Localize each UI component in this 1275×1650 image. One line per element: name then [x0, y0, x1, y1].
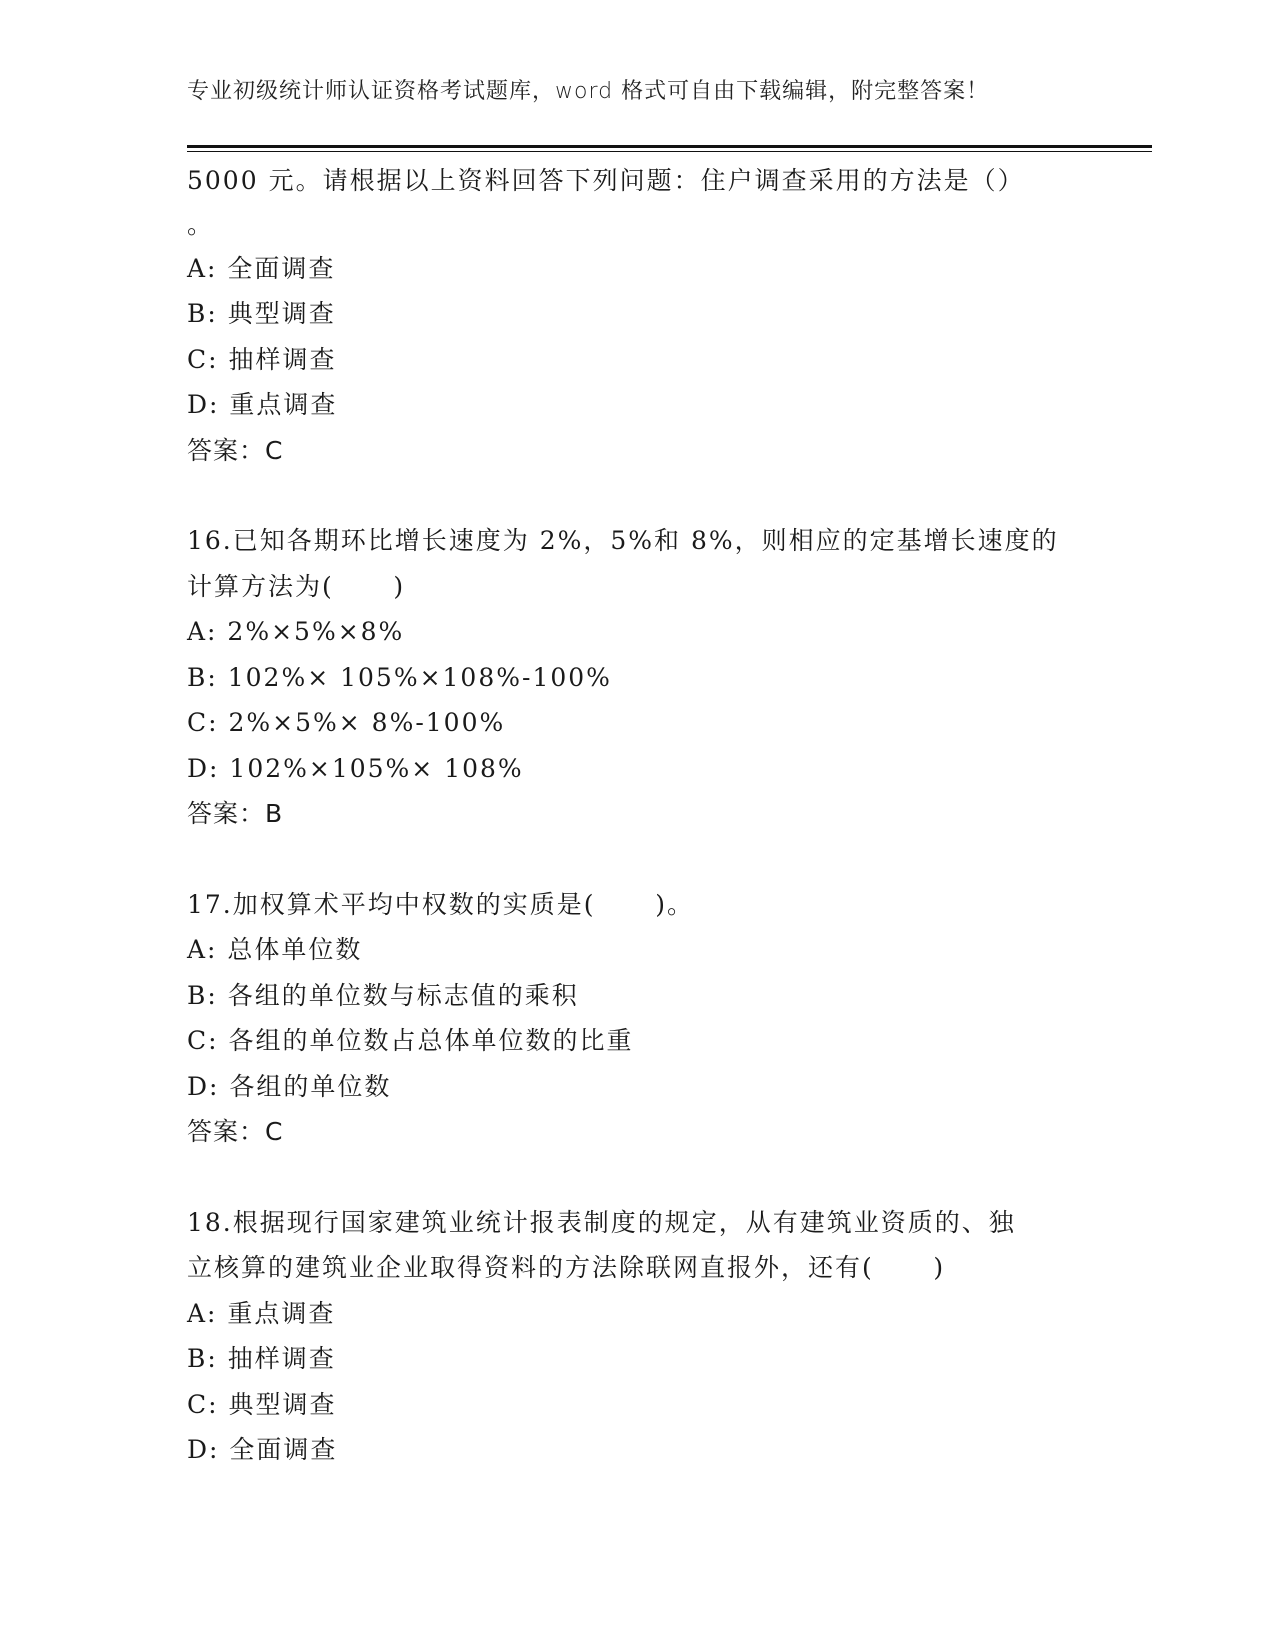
option-b: B: 抽样调查: [187, 1344, 336, 1373]
answer: 答案：C: [187, 435, 284, 465]
header-rule: [187, 145, 1152, 148]
question-text: 5000 元。请根据以上资料回答下列问题：住户调查采用的方法是（）: [187, 166, 1025, 195]
question-text: 18.根据现行国家建筑业统计报表制度的规定，从有建筑业资质的、独: [187, 1207, 1016, 1237]
option-c: C: 各组的单位数占总体单位数的比重: [187, 1026, 634, 1055]
option-b: B: 各组的单位数与标志值的乘积: [187, 980, 579, 1010]
option-c: C: 2%×5%× 8%-100%: [187, 708, 506, 737]
option-a: A: 2%×5%×8%: [187, 617, 405, 646]
question-text: 立核算的建筑业企业取得资料的方法除联网直报外，还有( ): [187, 1253, 946, 1282]
option-c: C: 抽样调查: [187, 344, 337, 374]
option-c: C: 典型调查: [187, 1389, 337, 1419]
option-b: B: 102%× 105%×108%-100%: [187, 662, 612, 692]
option-a: A: 总体单位数: [187, 935, 363, 964]
question-17: [187, 882, 1087, 1155]
option-b: B: 典型调查: [187, 299, 336, 328]
option-d: D: 重点调查: [187, 390, 338, 419]
option-d: D: 102%×105%× 108%: [187, 753, 524, 783]
answer: 答案：B: [187, 799, 284, 828]
option-a: A: 全面调查: [187, 253, 336, 283]
question-15-continued: [187, 158, 1087, 473]
option-d: D: 各组的单位数: [187, 1071, 392, 1101]
option-a: A: 重点调查: [187, 1298, 336, 1328]
question-18: [187, 1200, 1087, 1473]
question-text: 计算方法为( ): [187, 571, 406, 601]
answer: 答案：C: [187, 1117, 284, 1146]
exam-content: [187, 158, 1087, 1473]
question-16: [187, 518, 1087, 837]
header-rule-thin: [187, 151, 1152, 152]
question-text: 16.已知各期环比增长速度为 2%，5%和 8%，则相应的定基增长速度的: [187, 526, 1059, 555]
question-text: 。: [187, 209, 215, 239]
question-text: 17.加权算术平均中权数的实质是( )。: [187, 889, 694, 919]
page-header: 专业初级统计师认证资格考试题库，word 格式可自由下载编辑，附完整答案！: [187, 79, 990, 104]
option-d: D: 全面调查: [187, 1435, 338, 1464]
